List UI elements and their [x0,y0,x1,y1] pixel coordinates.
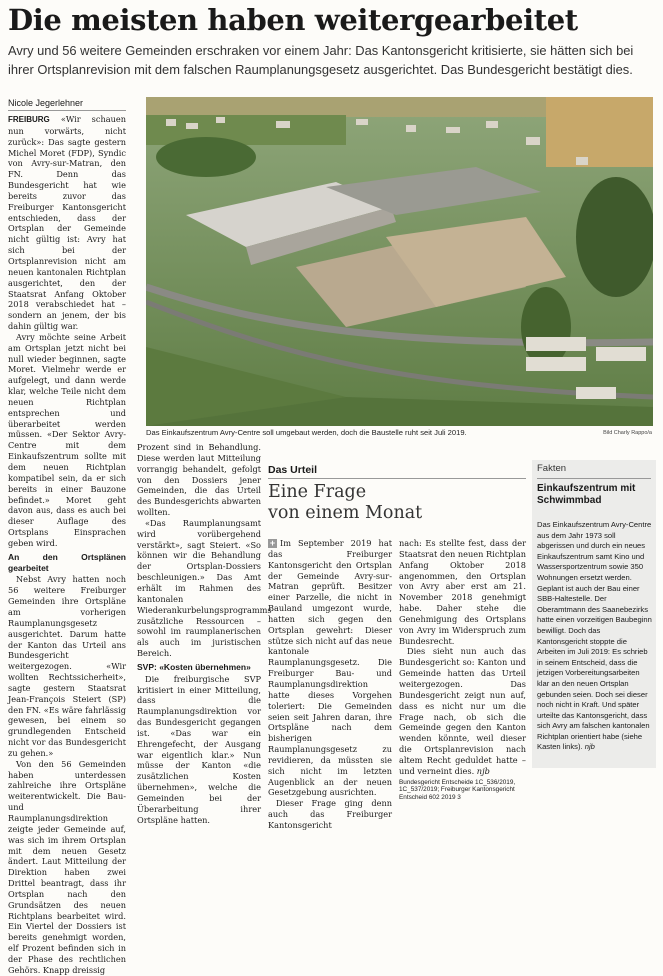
col2-paragraph-1: Prozent sind in Behandlung. Diese werden laut Mitteilung vorrangig behandelt, gefolgt von den Dossiers jener Gemeinden, die das Urteil des Bundesgerichts abwarten wollten. [137,442,261,518]
fact-box-body-text: Das Einkaufszentrum Avry-Centre aus dem Jahr 1973 soll abgerissen und durch ein neues Einkaufszentrum samt Kino und Wassersportzentrum sowie 350 Wohnungen ersetzt werden. Geplant ist auch der Bau einer SBB-Haltestelle. Der Oberamtmann des Saanebezirks hatte einen vorzeitigen Baubeginn bewilligt. Doch das Kantonsgericht stoppte die Arbeiten im Juli 2019: Es schrieb in seinem Entscheid, dass die jetzigen Vorbereitungsarbeiten klar an den neuen Ortsplan gebunden seien. Doch sei dieser noch nicht in Kraft. Und später urteilte das Kantonsgericht, dass sich Avry am falschen kantonalen Richtplan orientiert habe (siehe Kasten links). [537,520,652,752]
paragraph-2: Avry möchte seine Arbeit am Ortsplan jetzt nicht bei null wieder beginnen, sagte Moret. Vielmehr werde er aufgelegt, und dann werde klar, welche Teile nicht dem neuen Richtplan entsprechen und überarbeitet werden müssen. «Der Sektor Avry-Centre mit dem Einkaufszentrum sollte mit dem neuen Richtplan kompatibel sein, da er sich bereits in einer Bauzone befindet.» Moret geht davon aus, dass es auch bei dieser Auflage des Ortsplans Einsprachen geben wird. [8,331,126,548]
paragraph-1 [8,114,126,332]
lead-text: Avry und 56 weitere Gemeinden erschraken vor einem Jahr: Das Kantonsgericht kritisierte, sie hätten sich bei ihrer Ortsplanrevision mit dem falschen Raumplanungsgesetz ausgerichtet. Das Bundesgericht bestätigt dies. [8,43,634,77]
urteil-column-b [399,538,526,802]
urteil-signature: njb [476,765,490,776]
col2-paragraph-3: Die freiburgische SVP kritisiert in einer Mitteilung, dass die Raumplanungsdirektion vor das Bundesgericht gegangen ist. «Das war ein Ehrengefecht, der Ausgang war eigentlich klar.» Nun müsse der Kanton «die zusätzlichen Kosten übernehmen», welche die Gemeinden bei der Überarbeitung ihrer Ortspläne hatten. [137,673,261,825]
urteil-citation: Bundesgericht Entscheide 1C_536/2019, 1C_537/2019; Freiburger Kantonsgericht Entscheid 602 2019 3 [399,778,516,802]
urteil-headline [268,482,526,524]
dateline: FREIBURG [8,115,50,124]
article-column-1 [8,114,126,976]
subhead-ortsplaene: An den Ortsplänen gearbeitet [8,551,126,573]
urteil-divider [268,478,526,479]
urteil-kicker: Das Urteil [268,464,318,476]
fact-box-signature: njb [584,742,595,752]
urteil-headline-line1: Eine Frage [268,482,367,502]
subhead-svp: SVP: «Kosten übernehmen» [137,661,251,672]
byline: Nicole Jegerlehner [8,98,126,111]
paragraph-1-text: «Wir schauen nun vorwärts, nicht zurück»: Das sagte gestern Michel Moret (FDP), Syndic von Avry-sur-Matran, den FN. Denn das Bundesgericht hat wie bereits zuvor das Freiburger Kantonsgericht entschieden, dass der Ortsplan der Gemeinde nicht gültig ist: Avry hat sich bei der Ortsplanrevision nicht am neuen kantonalen Richtplan ausgerichtet, den der Staatsrat Anfang Oktober 2018 verabschiedet hat – sondern an jenem, der bis dahin gültig war. [8,114,126,332]
fact-box-label: Fakten [537,463,567,474]
urteil-paragraph-4 [399,646,526,776]
urteil-paragraph-1 [268,538,392,798]
paragraph-3: Nebst Avry hatten noch 56 weitere Freiburger Gemeinden ihre Ortspläne am vorherigen Raumplanungsgesetz ausgerichtet. Darum hatte der Kanton das Urteil ans Bundesgericht weitergezogen. «Wir wollten Rechtssicherheit», sagte gestern Staatsrat Jean-François Steiert (SP) den FN. «Es wäre fahrlässig gewesen, bei einem so grundlegenden Entscheid nicht vor das Bundesgericht zu gehen.» [8,574,126,758]
urteil-column-a [268,538,392,831]
fact-box-divider [537,478,651,479]
photo-credit: Bild Charly Rappo/a [603,430,652,436]
headline: Die meisten haben weitergearbeitet [8,3,578,37]
col2-paragraph-2: «Das Raumplanungsamt wird vorübergehend verstärkt», sagt Steiert. «So können wir die Behandlung der Ortsplan-Dossiers beschleunigen.» Das Amt erhält im Rahmen des kantonalen Wiederankurbelungsprogramms zusätzliche Ressourcen – sowohl im raumplanerischen als auch im juristischen Bereich. [137,517,272,659]
urteil-paragraph-4-text: Dies sieht nun auch das Bundesgericht so: Kanton und Gemeinde hatten das Urteil weitergezogen. Das Bundesgericht zeigt nun auf, dass es nicht nur um die Frage nach, ob sich die Gemeinde gegen den Kanton wenden könnte, weil dieser die Ortsplanrevision nach altem Recht geduldet hatte – und verneint dies. [399,646,526,776]
urteil-paragraph-2: Dieser Frage ging denn auch das Freiburger Kantonsgericht [268,798,392,830]
aerial-photo-illustration [146,97,653,426]
photo-caption: Das Einkaufszentrum Avry-Centre soll umgebaut werden, doch die Baustelle ruht seit Juli 2019. [146,428,467,437]
fact-box-title: Einkaufszentrum mit Schwimmbad [537,483,636,506]
urteil-paragraph-1-text: Im September 2019 hat das Freiburger Kantonsgericht den Ortsplan der Gemeinde Avry-sur-Matran geprüft. Besitzer einer Parzelle, die nicht in Bauland umgezont wurde, hatten sich gegen den Ortsplan gewehrt: Dieser stütze sich nicht auf das neue kantonale Raumplanungsgesetz. Die Freiburger Bau- und Raumplanungsdirektion hatte dieses Vorgehen toleriert: Die Gemeinden seien seit Jahren daran, ihre Ortspläne nach dem bisherigen Raumplanungsgesetz zu revidieren, da müssten sie sich nicht im letzten Augenblick an der neuen Gesetzgebung ausrichten. [268,538,392,798]
urteil-headline-line2: von einem Monat [268,503,423,523]
aerial-photo [146,97,653,426]
plus-icon: + [269,538,276,548]
urteil-paragraph-3: nach: Es stellte fest, dass der Staatsrat den neuen Richtplan Anfang Oktober 2018 angenommen, den Ortsplan von Avry aber erst am 21. November 2018 genehmigt habe. Daher stehe die Genehmigung des Ortsplans von Avry im Widerspruch zum Bundesrecht. [399,538,526,646]
article-column-2 [137,442,272,826]
fact-box-body [537,520,653,753]
paragraph-4: Von den 56 Gemeinden haben unterdessen zahlreiche ihre Ortspläne weiterentwickelt. Die Bau- und Raumplanungsdirektion zeigte jeder Gemeinde auf, was sich im ihrem Ortsplan mit dem neuen Gesetz ändert. Laut Mitteilung der Direktion haben zwei Drittel beantragt, dass ihr Ortsplan nach den Grundsätzen des neuen Richtplans bearbeitet wird. Ein Viertel der Dossiers ist bereits genehmigt worden, elf Prozent befinden sich in der Phase des rechtlichen Gehörs. Knapp dreissig [8,758,126,975]
